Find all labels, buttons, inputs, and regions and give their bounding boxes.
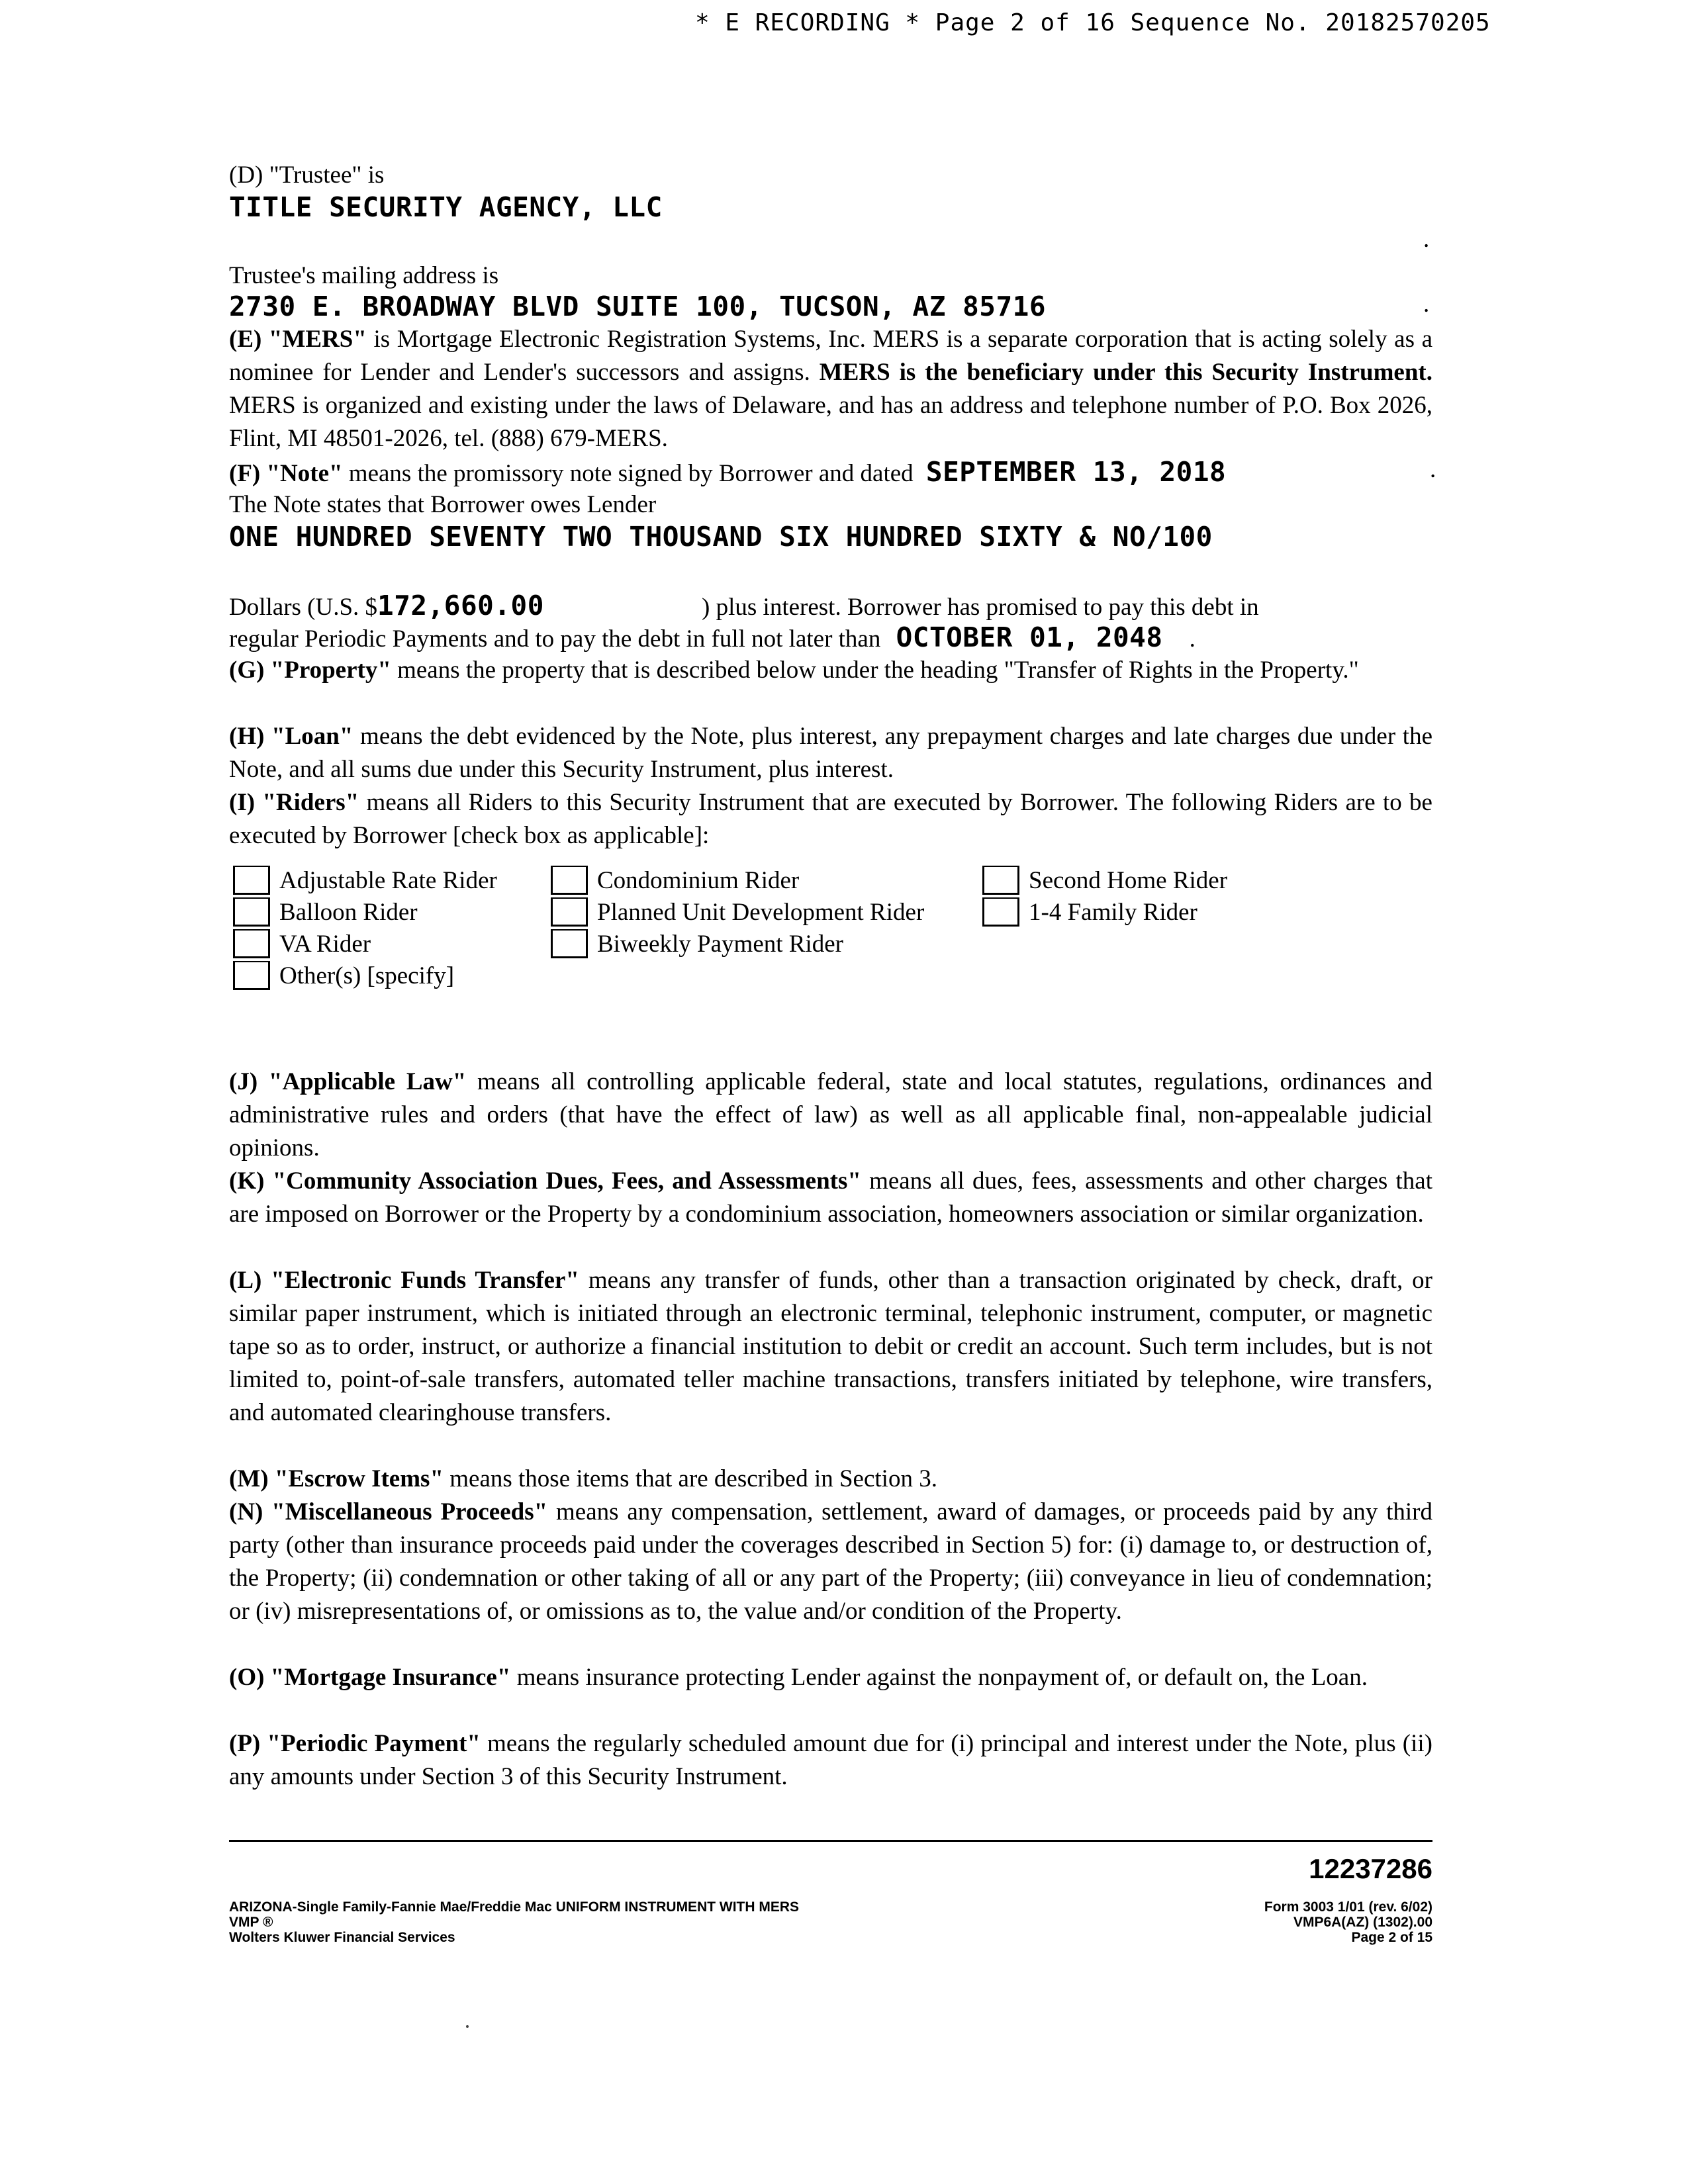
section-n xyxy=(229,1496,1432,1628)
rider-biweekly[interactable] xyxy=(551,929,843,958)
checkbox[interactable] xyxy=(982,866,1019,895)
loan-number: 12237286 xyxy=(1309,1853,1432,1884)
section-n-text: means any compensation, settlement, award of damages, or proceeds paid by any third party (other than insurance proceeds paid under the coverages described in Section 5) for: (i) damage to, or destruction of, the Property; (ii) condemnation or other taking of all or any part of the Property; (iii) conveyance in lieu of condemnation; or (iv) misrepresentations of, or omissions as to, the value and/or condition of the Property. xyxy=(229,1498,1433,1625)
footer-left-line: Wolters Kluwer Financial Services xyxy=(229,1930,455,1945)
section-k xyxy=(229,1165,1432,1231)
section-g-lead: (G) "Property" xyxy=(229,657,391,684)
checkbox[interactable] xyxy=(982,897,1019,927)
rider-label: Balloon Rider xyxy=(279,898,418,926)
maturity-text: regular Periodic Payments and to pay the debt in full not later than xyxy=(229,625,881,653)
section-i-lead: (I) "Riders" xyxy=(229,789,359,816)
section-e-bold: MERS is the beneficiary under this Security Instrument. xyxy=(819,359,1432,386)
section-i-text: means all Riders to this Security Instrument that are executed by Borrower. The following Riders are to be executed by Borrower [check box as applicable]: xyxy=(229,789,1432,849)
stray-mark: . xyxy=(1430,456,1436,483)
footer-right-line: Form 3003 1/01 (rev. 6/02) xyxy=(1264,1899,1432,1915)
footer-left-line: VMP ® xyxy=(229,1915,273,1930)
section-e-text-2: MERS is organized and existing under the laws of Delaware, and has an address and telephone number of P.O. Box 2026, Flint, MI 48501-2026, tel. (888) 679-MERS. xyxy=(229,392,1432,452)
checkbox[interactable] xyxy=(233,866,270,895)
section-g xyxy=(229,654,1432,687)
section-o xyxy=(229,1661,1432,1694)
trustee-mailing-address: 2730 E. BROADWAY BLVD SUITE 100, TUCSON, AZ 85716 xyxy=(229,291,1047,322)
dollars-prefix: Dollars (U.S. $ xyxy=(229,594,378,621)
section-o-text: means insurance protecting Lender against the nonpayment of, or default on, the Loan. xyxy=(510,1664,1368,1691)
footer-form-title xyxy=(229,1899,799,1945)
rider-label: Condominium Rider xyxy=(597,866,800,894)
trustee-label: (D) "Trustee" is xyxy=(229,161,385,189)
section-j xyxy=(229,1066,1432,1165)
note-owes-text: The Note states that Borrower owes Lender xyxy=(229,491,657,518)
section-p-text: means the regularly scheduled amount due for (i) principal and interest under the Note, plus (ii) any amounts under Section 3 of this Security Instrument. xyxy=(229,1730,1432,1790)
section-l-lead: (L) "Electronic Funds Transfer" xyxy=(229,1267,579,1294)
section-n-lead: (N) "Miscellaneous Proceeds" xyxy=(229,1498,548,1525)
trustee-mailing-label: Trustee's mailing address is xyxy=(229,262,499,289)
checkbox[interactable] xyxy=(233,897,270,927)
loan-amount-words: ONE HUNDRED SEVENTY TWO THOUSAND SIX HUNDRED SIXTY & NO/100 xyxy=(229,521,1213,553)
section-m-lead: (M) "Escrow Items" xyxy=(229,1465,444,1492)
rider-label: Adjustable Rate Rider xyxy=(279,866,497,894)
maturity-date: OCTOBER 01, 2048 xyxy=(896,621,1163,653)
section-f-text: means the promissory note signed by Borrower and dated xyxy=(342,460,919,487)
rider-label: Biweekly Payment Rider xyxy=(597,930,843,958)
rider-label: VA Rider xyxy=(279,930,371,958)
section-p xyxy=(229,1727,1432,1794)
section-k-text: means all dues, fees, assessments and other charges that are imposed on Borrower or the Property by a condominium association, homeowners association or similar organization. xyxy=(229,1167,1432,1228)
footer-right-line: VMP6A(AZ) (1302).00 xyxy=(1293,1915,1432,1930)
section-m-text: means those items that are described in Section 3. xyxy=(444,1465,937,1492)
section-g-text: means the property that is described below under the heading "Transfer of Rights in the Property." xyxy=(391,657,1359,684)
dollars-suffix: ) plus interest. Borrower has promised to pay this debt in xyxy=(702,594,1259,621)
section-p-lead: (P) "Periodic Payment" xyxy=(229,1730,481,1757)
section-h-text: means the debt evidenced by the Note, plus interest, any prepayment charges and late charges due under the Note, and all sums due under this Security Instrument, plus interest. xyxy=(229,723,1432,783)
checkbox[interactable] xyxy=(233,929,270,958)
rider-1-4-family[interactable] xyxy=(982,897,1197,927)
maturity-line: regular Periodic Payments and to pay the debt in full not later than OCTOBER 01, 2048 . xyxy=(229,621,1196,653)
dollars-line xyxy=(229,589,1259,624)
footer-right-line: Page 2 of 15 xyxy=(1351,1930,1432,1945)
section-j-lead: (J) "Applicable Law" xyxy=(229,1068,467,1095)
section-f-line xyxy=(229,455,1226,490)
rider-label: Second Home Rider xyxy=(1029,866,1228,894)
rider-balloon[interactable] xyxy=(233,897,418,927)
footer-form-info xyxy=(1264,1899,1432,1945)
section-h xyxy=(229,720,1432,786)
section-k-lead: (K) "Community Association Dues, Fees, and Assessments" xyxy=(229,1167,861,1195)
section-e-text: is Mortgage Electronic Registration Systems, Inc. MERS is a separate corporation that is acting solely as a nominee for Lender and Lender's successors and assigns. xyxy=(229,326,1432,386)
footer-left-line: ARIZONA-Single Family-Fannie Mae/Freddie Mac UNIFORM INSTRUMENT WITH MERS xyxy=(229,1899,800,1915)
rider-label: Other(s) [specify] xyxy=(279,962,455,989)
checkbox[interactable] xyxy=(233,961,270,990)
section-e xyxy=(229,323,1432,455)
stray-mark: . xyxy=(1423,226,1430,253)
section-e-lead: (E) "MERS" xyxy=(229,326,367,353)
section-m xyxy=(229,1463,1432,1496)
section-j-text: means all controlling applicable federal, state and local statutes, regulations, ordinances and administrative rules and orders (that have the effect of law) as well as all applicable final, non-appealable judicial opinions. xyxy=(229,1068,1432,1161)
section-h-lead: (H) "Loan" xyxy=(229,723,353,750)
footer-rule xyxy=(229,1840,1432,1842)
section-f-lead: (F) "Note" xyxy=(229,460,343,487)
rider-adjustable-rate[interactable] xyxy=(233,866,497,895)
trustee-name: TITLE SECURITY AGENCY, LLC xyxy=(229,191,663,223)
scan-speck xyxy=(466,2025,469,2028)
rider-label: 1-4 Family Rider xyxy=(1029,898,1197,926)
stray-mark: . xyxy=(1423,291,1430,318)
note-date: SEPTEMBER 13, 2018 xyxy=(925,456,1227,488)
loan-amount: 172,660.00 xyxy=(377,590,544,621)
rider-va[interactable] xyxy=(233,929,371,958)
checkbox[interactable] xyxy=(551,929,588,958)
rider-others[interactable] xyxy=(233,961,454,990)
section-l xyxy=(229,1264,1432,1430)
rider-label: Planned Unit Development Rider xyxy=(597,898,925,926)
rider-condominium[interactable] xyxy=(551,866,799,895)
section-o-lead: (O) "Mortgage Insurance" xyxy=(229,1664,511,1691)
checkbox[interactable] xyxy=(551,866,588,895)
rider-pud[interactable] xyxy=(551,897,924,927)
section-i xyxy=(229,786,1432,852)
recording-header: * E RECORDING * Page 2 of 16 Sequence No. 20182570205 xyxy=(695,9,1491,36)
rider-second-home[interactable] xyxy=(982,866,1227,895)
checkbox[interactable] xyxy=(551,897,588,927)
section-l-text: means any transfer of funds, other than a transaction originated by check, draft, or similar paper instrument, which is initiated through an electronic terminal, telephonic instrument, computer, or magnetic tape so as to order, instruct, or authorize a financial institution to debit or credit an account. Such term includes, but is not limited to, point-of-sale transfers, automated teller machine transactions, transfers initiated by telephone, wire transfers, and automated clearinghouse transfers. xyxy=(229,1267,1433,1426)
